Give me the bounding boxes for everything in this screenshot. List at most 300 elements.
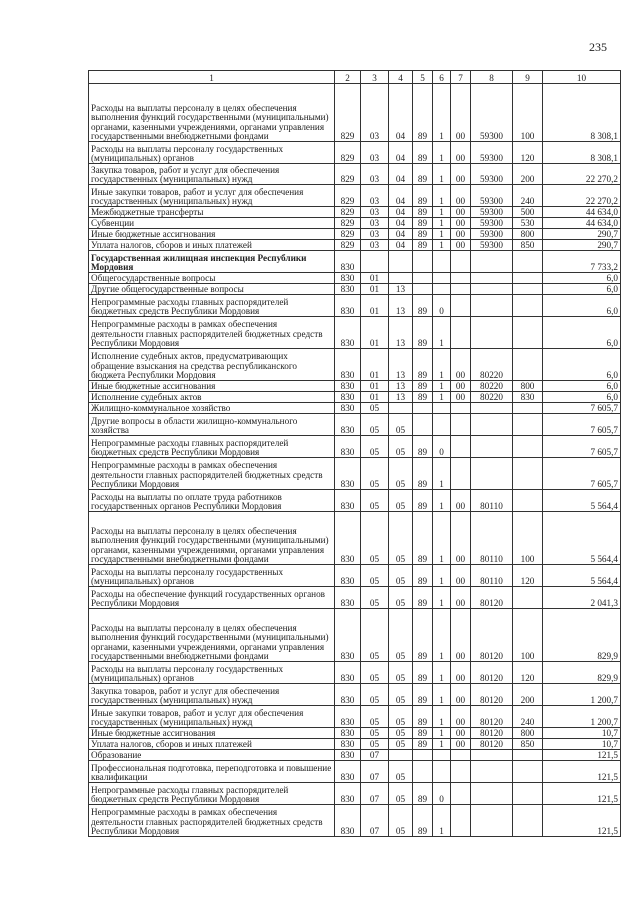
amount: 22 270,2 <box>543 164 621 185</box>
section-code: 01 <box>361 273 389 284</box>
program-code: 89 <box>413 240 433 251</box>
ministry-code: 829 <box>335 142 361 164</box>
expense-type-code: 120 <box>513 565 543 587</box>
program-code: 89 <box>413 392 433 403</box>
amount: 829,9 <box>543 609 621 662</box>
table-row <box>89 207 621 218</box>
row-name: Непрограммные расходы главных распорядителей бюджетных средств Республики Мордовия <box>89 783 335 805</box>
program-code: 89 <box>413 458 433 490</box>
expense-type-code <box>513 295 543 317</box>
row-name: Непрограммные расходы в рамках обеспечения деятельности главных распорядителей бюджетных средств Республики Мордовия <box>89 317 335 349</box>
table-row <box>89 392 621 403</box>
table-row <box>89 229 621 240</box>
row-name: Непрограммные расходы главных распорядителей бюджетных средств Республики Мордовия <box>89 295 335 317</box>
table-row <box>89 739 621 750</box>
expense-type-code: 530 <box>513 218 543 229</box>
subprogram-code: 1 <box>433 185 451 207</box>
table-row <box>89 458 621 490</box>
ministry-code: 830 <box>335 392 361 403</box>
amount: 1 200,7 <box>543 706 621 728</box>
section-code: 07 <box>361 783 389 805</box>
main-event-code: 00 <box>451 662 471 684</box>
table-row <box>89 251 621 273</box>
main-event-code: 00 <box>451 229 471 240</box>
table-row <box>89 761 621 783</box>
direction-code <box>471 414 513 436</box>
row-name: Иные закупки товаров, работ и услуг для обеспечения государственных (муниципальных) нужд <box>89 706 335 728</box>
subsection-code: 13 <box>389 349 413 381</box>
section-code: 03 <box>361 164 389 185</box>
main-event-code <box>451 436 471 458</box>
subprogram-code: 1 <box>433 229 451 240</box>
program-code: 89 <box>413 295 433 317</box>
program-code <box>413 414 433 436</box>
expense-type-code <box>513 750 543 761</box>
main-event-code: 00 <box>451 142 471 164</box>
subprogram-code <box>433 403 451 414</box>
direction-code <box>471 750 513 761</box>
direction-code: 80120 <box>471 739 513 750</box>
amount: 5 564,4 <box>543 512 621 565</box>
direction-code: 80120 <box>471 587 513 609</box>
amount: 290,7 <box>543 229 621 240</box>
row-name: Расходы на выплаты персоналу государственных (муниципальных) органов <box>89 662 335 684</box>
direction-code <box>471 761 513 783</box>
main-event-code: 00 <box>451 565 471 587</box>
direction-code <box>471 284 513 295</box>
direction-code: 80110 <box>471 512 513 565</box>
direction-code: 80120 <box>471 609 513 662</box>
section-code: 03 <box>361 240 389 251</box>
direction-code: 59300 <box>471 142 513 164</box>
subsection-code: 04 <box>389 142 413 164</box>
amount: 7 605,7 <box>543 403 621 414</box>
direction-code <box>471 251 513 273</box>
amount: 6,0 <box>543 349 621 381</box>
direction-code: 80110 <box>471 565 513 587</box>
direction-code: 80120 <box>471 684 513 706</box>
program-code: 89 <box>413 436 433 458</box>
main-event-code <box>451 750 471 761</box>
main-event-code: 00 <box>451 684 471 706</box>
subsection-code: 05 <box>389 706 413 728</box>
ministry-code: 830 <box>335 403 361 414</box>
row-name: Уплата налогов, сборов и иных платежей <box>89 240 335 251</box>
subprogram-code: 1 <box>433 565 451 587</box>
table-row <box>89 273 621 284</box>
subsection-code: 05 <box>389 609 413 662</box>
expense-type-code: 100 <box>513 512 543 565</box>
subprogram-code: 1 <box>433 349 451 381</box>
main-event-code <box>451 458 471 490</box>
row-name: Расходы на выплаты персоналу государственных (муниципальных) органов <box>89 142 335 164</box>
program-code: 89 <box>413 317 433 349</box>
amount: 121,5 <box>543 783 621 805</box>
program-code: 89 <box>413 565 433 587</box>
column-number-1: 1 <box>89 71 335 84</box>
section-code: 01 <box>361 349 389 381</box>
amount: 1 200,7 <box>543 684 621 706</box>
subprogram-code <box>433 761 451 783</box>
expense-type-code: 850 <box>513 739 543 750</box>
expense-type-code <box>513 284 543 295</box>
row-name: Непрограммные расходы главных распорядителей бюджетных средств Республики Мордовия <box>89 436 335 458</box>
direction-code <box>471 783 513 805</box>
ministry-code: 830 <box>335 295 361 317</box>
subprogram-code: 0 <box>433 295 451 317</box>
direction-code <box>471 436 513 458</box>
ministry-code: 830 <box>335 739 361 750</box>
section-code: 05 <box>361 662 389 684</box>
expense-type-code <box>513 349 543 381</box>
row-name: Непрограммные расходы в рамках обеспечения деятельности главных распорядителей бюджетных средств Республики Мордовия <box>89 458 335 490</box>
program-code <box>413 273 433 284</box>
expense-type-code <box>513 436 543 458</box>
row-name: Расходы на выплаты персоналу в целях обеспечения выполнения функций государственными (муниципальными) органами, казенными учреждениями, органами управления государственными внебюджетными фондами <box>89 609 335 662</box>
row-name: Иные закупки товаров, работ и услуг для обеспечения государственных (муниципальных) нужд <box>89 185 335 207</box>
row-name: Непрограммные расходы в рамках обеспечения деятельности главных распорядителей бюджетных средств Республики Мордовия <box>89 805 335 837</box>
subprogram-code: 1 <box>433 84 451 142</box>
subprogram-code: 1 <box>433 805 451 837</box>
subsection-code: 04 <box>389 218 413 229</box>
column-number-2: 2 <box>335 71 361 84</box>
main-event-code: 00 <box>451 84 471 142</box>
main-event-code <box>451 414 471 436</box>
subprogram-code: 1 <box>433 490 451 512</box>
ministry-code: 829 <box>335 240 361 251</box>
table-row <box>89 750 621 761</box>
main-event-code <box>451 805 471 837</box>
direction-code: 59300 <box>471 84 513 142</box>
subprogram-code: 0 <box>433 436 451 458</box>
amount: 10,7 <box>543 728 621 739</box>
section-code: 03 <box>361 142 389 164</box>
column-number-7: 7 <box>451 71 471 84</box>
subprogram-code: 1 <box>433 512 451 565</box>
direction-code <box>471 458 513 490</box>
direction-code: 80120 <box>471 662 513 684</box>
program-code: 89 <box>413 805 433 837</box>
amount: 5 564,4 <box>543 565 621 587</box>
subsection-code: 04 <box>389 164 413 185</box>
subprogram-code: 1 <box>433 662 451 684</box>
expense-type-code <box>513 458 543 490</box>
subsection-code: 13 <box>389 381 413 392</box>
column-number-10: 10 <box>543 71 621 84</box>
direction-code: 59300 <box>471 240 513 251</box>
section-code: 03 <box>361 229 389 240</box>
subsection-code: 13 <box>389 392 413 403</box>
section-code: 07 <box>361 761 389 783</box>
subsection-code: 04 <box>389 240 413 251</box>
program-code: 89 <box>413 587 433 609</box>
ministry-code: 829 <box>335 185 361 207</box>
table-row <box>89 84 621 142</box>
section-code: 05 <box>361 739 389 750</box>
expense-type-code <box>513 761 543 783</box>
table-row <box>89 684 621 706</box>
subsection-code: 05 <box>389 414 413 436</box>
main-event-code <box>451 761 471 783</box>
direction-code: 80120 <box>471 728 513 739</box>
amount: 22 270,2 <box>543 185 621 207</box>
ministry-code: 830 <box>335 381 361 392</box>
direction-code <box>471 273 513 284</box>
main-event-code: 00 <box>451 490 471 512</box>
expense-type-code <box>513 317 543 349</box>
expense-type-code: 850 <box>513 240 543 251</box>
subprogram-code <box>433 414 451 436</box>
direction-code: 80120 <box>471 706 513 728</box>
ministry-code: 830 <box>335 458 361 490</box>
table-row <box>89 381 621 392</box>
amount: 44 634,0 <box>543 218 621 229</box>
ministry-code: 829 <box>335 164 361 185</box>
ministry-code: 830 <box>335 587 361 609</box>
section-code: 05 <box>361 609 389 662</box>
section-code: 07 <box>361 750 389 761</box>
section-code <box>361 251 389 273</box>
subprogram-code: 1 <box>433 728 451 739</box>
amount: 10,7 <box>543 739 621 750</box>
subprogram-code: 1 <box>433 142 451 164</box>
subprogram-code: 1 <box>433 587 451 609</box>
table-row <box>89 218 621 229</box>
row-name: Исполнение судебных актов, предусматривающих обращение взыскания на средства республиканского бюджета Республики Мордовия <box>89 349 335 381</box>
direction-code: 59300 <box>471 185 513 207</box>
subprogram-code: 1 <box>433 609 451 662</box>
section-code: 01 <box>361 392 389 403</box>
main-event-code <box>451 284 471 295</box>
subprogram-code: 0 <box>433 783 451 805</box>
subsection-code: 13 <box>389 284 413 295</box>
ministry-code: 830 <box>335 565 361 587</box>
column-number-5: 5 <box>413 71 433 84</box>
row-name: Исполнение судебных актов <box>89 392 335 403</box>
subprogram-code: 1 <box>433 684 451 706</box>
program-code: 89 <box>413 218 433 229</box>
ministry-code: 830 <box>335 251 361 273</box>
main-event-code <box>451 317 471 349</box>
main-event-code: 00 <box>451 587 471 609</box>
column-number-3: 3 <box>361 71 389 84</box>
direction-code: 59300 <box>471 164 513 185</box>
table-row <box>89 317 621 349</box>
expense-type-code: 200 <box>513 164 543 185</box>
program-code: 89 <box>413 706 433 728</box>
subsection-code: 05 <box>389 587 413 609</box>
ministry-code: 830 <box>335 805 361 837</box>
table-row <box>89 349 621 381</box>
expense-type-code: 100 <box>513 609 543 662</box>
amount: 829,9 <box>543 662 621 684</box>
row-name: Закупка товаров, работ и услуг для обеспечения государственных (муниципальных) нужд <box>89 684 335 706</box>
ministry-code: 830 <box>335 273 361 284</box>
expense-type-code: 120 <box>513 662 543 684</box>
amount: 6,0 <box>543 284 621 295</box>
row-name: Расходы на выплаты персоналу в целях обеспечения выполнения функций государственными (муниципальными) органами, казенными учреждениями, органами управления государственными внебюджетными фондами <box>89 512 335 565</box>
ministry-code: 829 <box>335 229 361 240</box>
main-event-code: 00 <box>451 392 471 403</box>
main-event-code <box>451 273 471 284</box>
subprogram-code: 1 <box>433 218 451 229</box>
program-code: 89 <box>413 381 433 392</box>
main-event-code <box>451 251 471 273</box>
subprogram-code: 1 <box>433 458 451 490</box>
row-name: Образование <box>89 750 335 761</box>
row-name: Жилищно-коммунальное хозяйство <box>89 403 335 414</box>
ministry-code: 830 <box>335 662 361 684</box>
column-number-6: 6 <box>433 71 451 84</box>
direction-code <box>471 317 513 349</box>
expense-type-code <box>513 414 543 436</box>
main-event-code: 00 <box>451 185 471 207</box>
main-event-code: 00 <box>451 164 471 185</box>
subprogram-code: 1 <box>433 392 451 403</box>
main-event-code: 00 <box>451 706 471 728</box>
amount: 2 041,3 <box>543 587 621 609</box>
section-code: 05 <box>361 706 389 728</box>
table-row <box>89 164 621 185</box>
ministry-code: 830 <box>335 349 361 381</box>
main-event-code: 00 <box>451 381 471 392</box>
table-row <box>89 284 621 295</box>
subprogram-code: 1 <box>433 317 451 349</box>
subsection-code: 04 <box>389 185 413 207</box>
table-row <box>89 142 621 164</box>
amount: 7 605,7 <box>543 458 621 490</box>
ministry-code: 830 <box>335 317 361 349</box>
direction-code <box>471 403 513 414</box>
subsection-code: 05 <box>389 512 413 565</box>
column-number-4: 4 <box>389 71 413 84</box>
row-name: Иные бюджетные ассигнования <box>89 728 335 739</box>
subsection-code: 05 <box>389 805 413 837</box>
expense-type-code: 120 <box>513 142 543 164</box>
amount: 7 733,2 <box>543 251 621 273</box>
subsection-code: 05 <box>389 684 413 706</box>
ministry-code: 830 <box>335 609 361 662</box>
table-row <box>89 587 621 609</box>
amount: 290,7 <box>543 240 621 251</box>
expense-type-code: 500 <box>513 207 543 218</box>
direction-code: 59300 <box>471 229 513 240</box>
expense-type-code <box>513 587 543 609</box>
amount: 121,5 <box>543 761 621 783</box>
column-number-8: 8 <box>471 71 513 84</box>
main-event-code <box>451 403 471 414</box>
expense-type-code <box>513 251 543 273</box>
section-code: 05 <box>361 490 389 512</box>
expense-type-code <box>513 403 543 414</box>
subsection-code: 05 <box>389 728 413 739</box>
row-name: Субвенции <box>89 218 335 229</box>
section-code: 01 <box>361 317 389 349</box>
main-event-code: 00 <box>451 240 471 251</box>
row-name: Иные бюджетные ассигнования <box>89 381 335 392</box>
ministry-code: 830 <box>335 490 361 512</box>
table-row <box>89 728 621 739</box>
direction-code <box>471 805 513 837</box>
subsection-code <box>389 251 413 273</box>
direction-code: 80220 <box>471 392 513 403</box>
program-code <box>413 750 433 761</box>
expense-type-code <box>513 783 543 805</box>
table-row <box>89 783 621 805</box>
table-row <box>89 662 621 684</box>
ministry-code: 829 <box>335 218 361 229</box>
program-code: 89 <box>413 662 433 684</box>
main-event-code: 00 <box>451 512 471 565</box>
program-code: 89 <box>413 229 433 240</box>
expense-type-code: 240 <box>513 185 543 207</box>
table-row <box>89 805 621 837</box>
amount: 6,0 <box>543 381 621 392</box>
program-code: 89 <box>413 739 433 750</box>
program-code <box>413 251 433 273</box>
main-event-code <box>451 295 471 317</box>
table-row <box>89 706 621 728</box>
expense-type-code <box>513 273 543 284</box>
main-event-code: 00 <box>451 739 471 750</box>
subsection-code: 05 <box>389 458 413 490</box>
program-code: 89 <box>413 609 433 662</box>
subprogram-code <box>433 750 451 761</box>
section-code: 05 <box>361 565 389 587</box>
ministry-code: 830 <box>335 706 361 728</box>
section-code: 05 <box>361 728 389 739</box>
row-name: Иные бюджетные ассигнования <box>89 229 335 240</box>
row-name: Закупка товаров, работ и услуг для обеспечения государственных (муниципальных) нужд <box>89 164 335 185</box>
subsection-code: 05 <box>389 565 413 587</box>
expense-type-code: 830 <box>513 392 543 403</box>
subsection-code <box>389 403 413 414</box>
table-row <box>89 490 621 512</box>
direction-code: 59300 <box>471 207 513 218</box>
expense-type-code: 100 <box>513 84 543 142</box>
section-code: 05 <box>361 684 389 706</box>
program-code <box>413 284 433 295</box>
amount: 121,5 <box>543 750 621 761</box>
row-name: Другие вопросы в области жилищно-коммунального хозяйства <box>89 414 335 436</box>
section-code: 05 <box>361 414 389 436</box>
program-code: 89 <box>413 349 433 381</box>
section-code: 03 <box>361 218 389 229</box>
main-event-code: 00 <box>451 609 471 662</box>
direction-code: 80220 <box>471 349 513 381</box>
amount: 6,0 <box>543 317 621 349</box>
subsection-code: 04 <box>389 84 413 142</box>
row-name: Общегосударственные вопросы <box>89 273 335 284</box>
amount: 6,0 <box>543 295 621 317</box>
row-name: Расходы на обеспечение функций государственных органов Республики Мордовия <box>89 587 335 609</box>
program-code: 89 <box>413 728 433 739</box>
subsection-code: 04 <box>389 229 413 240</box>
direction-code: 80220 <box>471 381 513 392</box>
budget-table <box>88 70 621 837</box>
ministry-code: 830 <box>335 284 361 295</box>
program-code: 89 <box>413 684 433 706</box>
row-name: Расходы на выплаты по оплате труда работников государственных органов Республики Мордовия <box>89 490 335 512</box>
column-number-9: 9 <box>513 71 543 84</box>
amount: 8 308,1 <box>543 84 621 142</box>
program-code: 89 <box>413 185 433 207</box>
table-row <box>89 403 621 414</box>
ministry-code: 830 <box>335 783 361 805</box>
subsection-code: 05 <box>389 436 413 458</box>
section-code: 05 <box>361 436 389 458</box>
amount: 8 308,1 <box>543 142 621 164</box>
